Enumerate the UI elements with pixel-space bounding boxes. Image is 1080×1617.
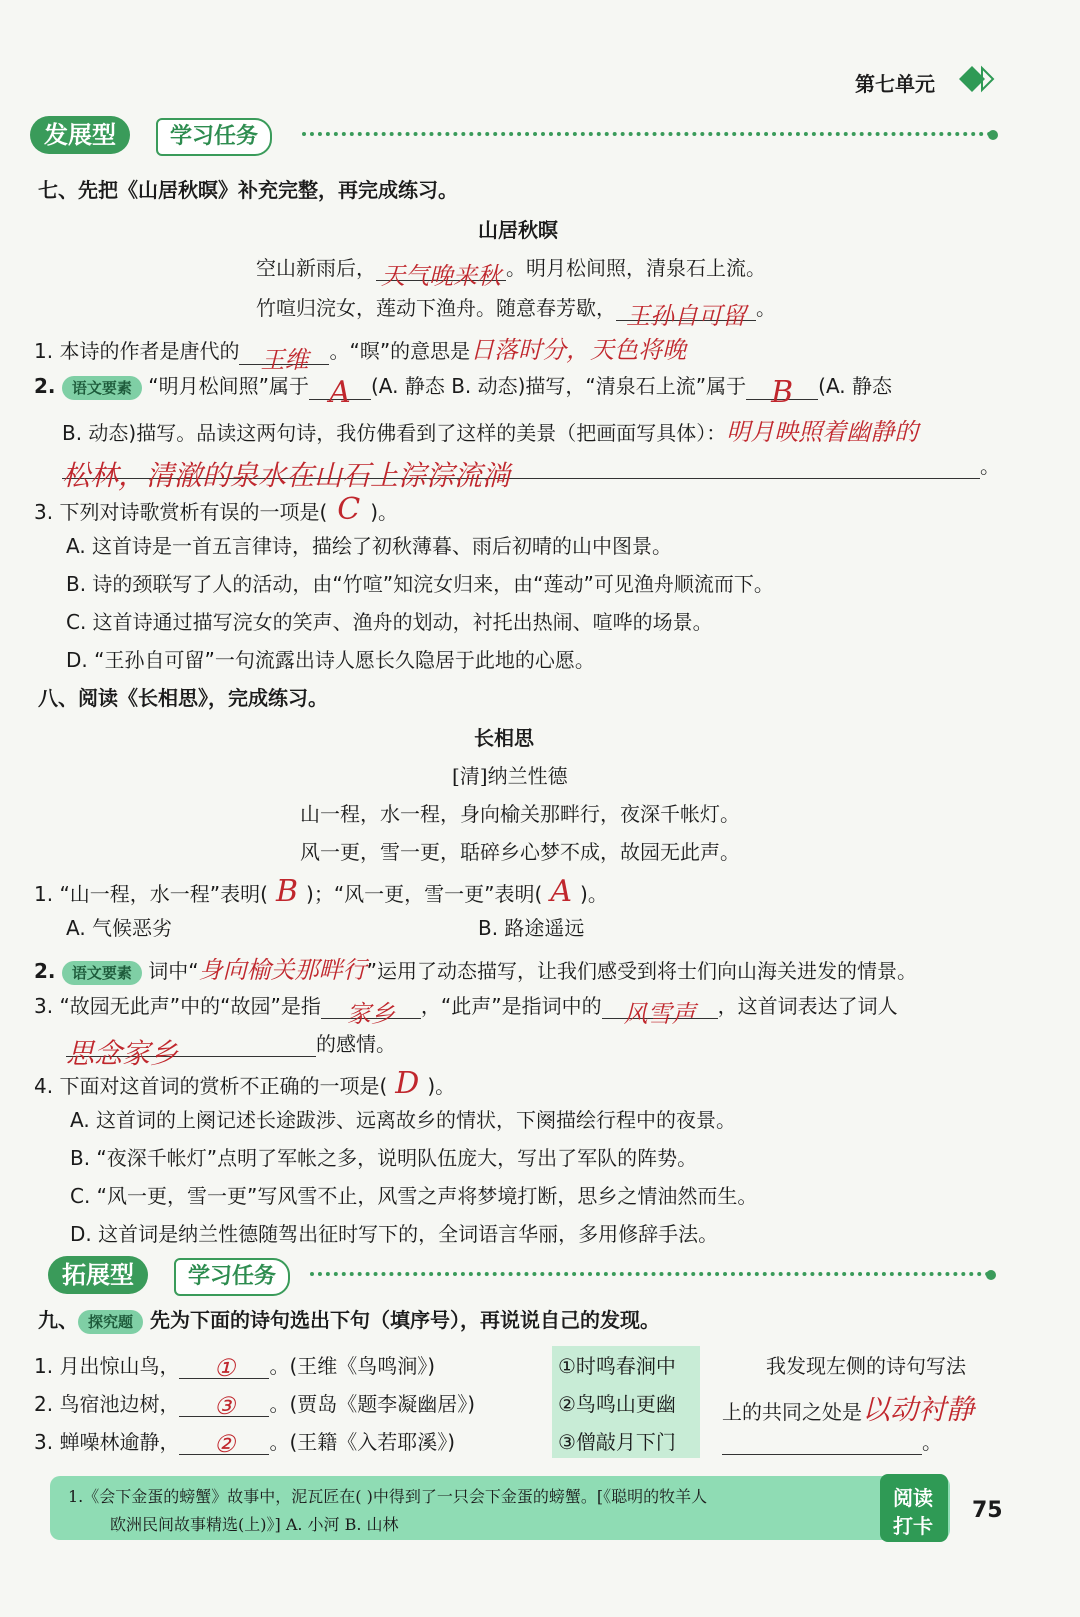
question-7-2-cont: B. 动态)描写。品读这两句诗，我仿佛看到了这样的美景（把画面写具体）：明月映照着幽静的	[62, 418, 919, 446]
section-7-heading: 七、先把《山居秋暝》补充完整，再完成练习。	[38, 178, 458, 202]
tag-language-element: 语文要素	[62, 961, 142, 985]
option-9-1: ①时鸣春涧中	[558, 1354, 676, 1378]
poem-title: 长相思	[474, 726, 534, 750]
poem-title: 山居秋暝	[478, 218, 558, 242]
option-9-2: ②鸟鸣山更幽	[558, 1392, 676, 1416]
poem-line-2: 竹喧归浣女，莲动下渔舟。随意春芳歇， 王孙自可留 。	[256, 296, 776, 330]
footer-question-line-2: 欧洲民间故事精选(上)》] A. 小河 B. 山林	[110, 1515, 399, 1534]
option-8-d: D. 这首词是纳兰性德随驾出征时写下的，全词语言华丽，多用修辞手法。	[70, 1222, 719, 1246]
poem-line-1: 山一程，水一程，身向榆关那畔行，夜深千帐灯。	[300, 802, 740, 826]
question-8-3-cont: 思念家乡 的感情。	[66, 1032, 396, 1070]
question-7-2: 2. 语文要素 “明月松间照”属于 A (A. 静态 B. 动态)描写，“清泉石上流”属于 B (A. 静态	[34, 374, 893, 410]
option-9-3: ③僧敲月下门	[558, 1430, 676, 1454]
question-7-2-answer: 松林，清澈的泉水在山石上淙淙流淌 。	[62, 454, 1000, 492]
checkin-label-2: 打卡	[893, 1514, 933, 1538]
band-label-task: 学习任务	[156, 118, 272, 156]
option-7-a: A. 这首诗是一首五言律诗，描绘了初秋薄暮、雨后初晴的山中图景。	[66, 534, 673, 558]
checkin-label-1: 阅读	[893, 1486, 933, 1510]
poem-line-2: 风一更，雪一更，聒碎乡心梦不成，故园无此声。	[300, 840, 740, 864]
tag-language-element: 语文要素	[62, 376, 142, 400]
discovery-line-1: 我发现左侧的诗句写法	[766, 1354, 966, 1378]
discovery-line-2: 上的共同之处是以动衬静	[722, 1393, 975, 1426]
poem-line-1: 空山新雨后， 天气晚来秋 。明月松间照，清泉石上流。	[256, 256, 766, 290]
discovery-line-3: 。	[722, 1426, 942, 1455]
diamond-icon	[958, 64, 986, 92]
poem-author: [清]纳兰性德	[452, 764, 568, 788]
option-7-c: C. 这首诗通过描写浣女的笑声、渔舟的划动，衬托出热闹、喧哗的场景。	[66, 610, 713, 634]
band-label-type: 发展型	[30, 116, 130, 154]
option-8-c: C. “风一更，雪一更”写风雪不止，风雪之声将梦境打断，思乡之情油然而生。	[70, 1184, 758, 1208]
band-label-type: 拓展型	[48, 1256, 148, 1294]
handwritten-answer: 王孙自可留	[626, 302, 746, 330]
question-8-1: 1. “山一程，水一程”表明( B )；“风一更，雪一更”表明( A )。	[34, 874, 608, 909]
option-7-d: D. “王孙自可留”一句流露出诗人愿长久隐居于此地的心愿。	[66, 648, 595, 672]
handwritten-answer: 天气晚来秋	[381, 262, 501, 290]
band-label-task: 学习任务	[174, 1258, 290, 1296]
question-8-3: 3. “故园无此声”中的“故园”是指 家乡 ，“此声”是指词中的 风雪声 ，这首词表达了词人	[34, 994, 898, 1028]
option-8-1-b: B. 路途遥远	[478, 916, 585, 940]
question-8-4: 4. 下面对这首词的赏析不正确的一项是( D )。	[34, 1066, 456, 1101]
row-9-2: 2. 鸟宿池边树， ③ 。(贾岛《题李凝幽居》)	[34, 1392, 476, 1420]
question-8-2: 2. 语文要素 词中“身向榆关那畔行”运用了动态描写，让我们感受到将士们向山海关进发的情景。	[34, 956, 917, 984]
row-9-3: 3. 蝉噪林逾静， ② 。(王籍《入若耶溪》)	[34, 1430, 456, 1458]
option-8-1-a: A. 气候恶劣	[66, 916, 173, 940]
row-9-1: 1. 月出惊山鸟， ① 。(王维《鸟鸣涧》)	[34, 1354, 436, 1382]
section-band-extension	[48, 1256, 1028, 1296]
section-8-heading: 八、阅读《长相思》，完成练习。	[38, 686, 328, 710]
section-band-development	[30, 116, 1040, 156]
option-7-b: B. 诗的颈联写了人的活动，由“竹喧”知浣女归来，由“莲动”可见渔舟顺流而下。	[66, 572, 774, 596]
question-7-3: 3. 下列对诗歌赏析有误的一项是( C )。	[34, 492, 399, 527]
option-8-b: B. “夜深千帐灯”点明了军帐之多，说明队伍庞大，写出了军队的阵势。	[70, 1146, 698, 1170]
unit-label: 第七单元	[855, 72, 935, 96]
section-9-heading: 九、 探究题 先为下面的诗句选出下句（填序号），再说说自己的发现。	[38, 1308, 660, 1332]
question-7-1: 1. 本诗的作者是唐代的 王维 。“暝”的意思是日落时分，天色将晚	[34, 336, 687, 374]
page-number: 75	[972, 1498, 1003, 1523]
option-8-a: A. 这首词的上阕记述长途跋涉、远离故乡的情状，下阕描绘行程中的夜景。	[70, 1108, 737, 1132]
footer-question-line-1: 1.《会下金蛋的螃蟹》故事中，泥瓦匠在( )中得到了一只会下金蛋的螃蟹。[《聪明的牧羊人	[68, 1487, 708, 1506]
tag-explore: 探究题	[78, 1310, 143, 1334]
